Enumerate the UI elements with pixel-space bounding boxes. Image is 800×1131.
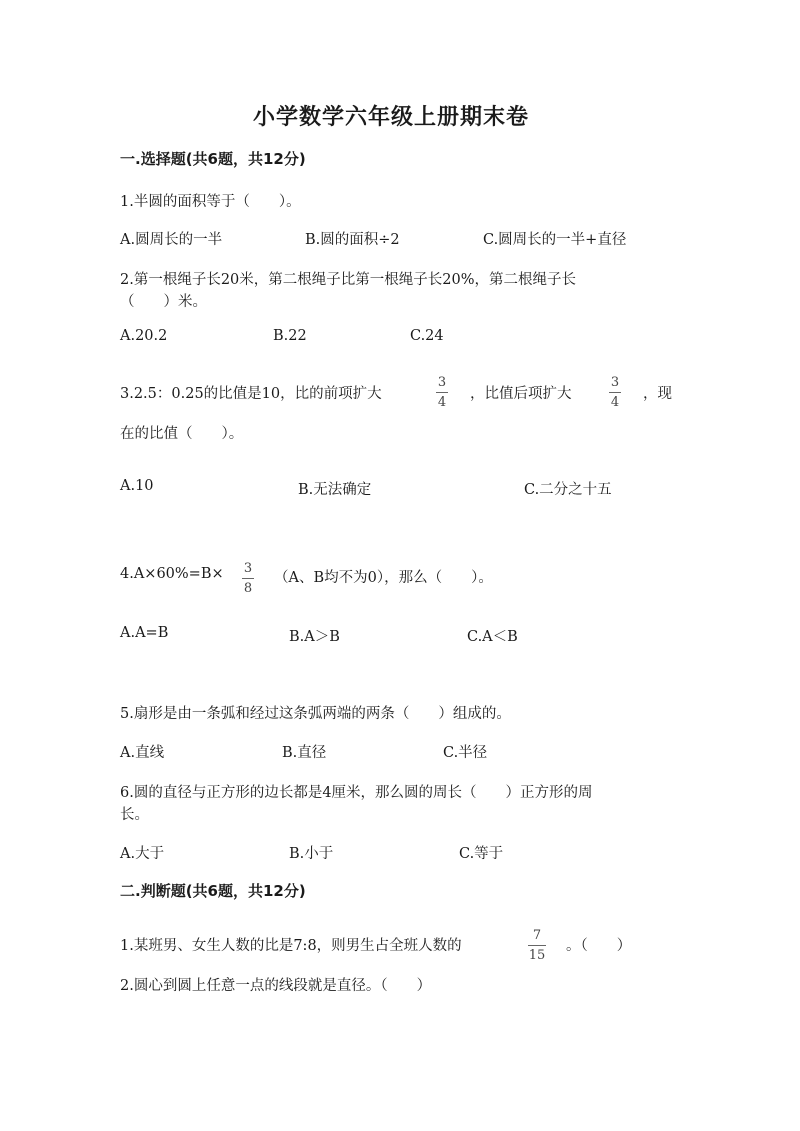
question-6-option-c: C.等于 xyxy=(459,846,504,862)
question-6-line-1: 6.圆的直径与正方形的边长都是4厘米，那么圆的周长（ ）正方形的周 xyxy=(120,785,593,801)
question-5: 5.扇形是由一条弧和经过这条弧两端的两条（ ）组成的。 xyxy=(120,706,511,722)
question-6-option-a: A.大于 xyxy=(120,846,165,862)
question-5-option-a: A.直线 xyxy=(120,745,165,761)
question-5-option-b: B.直径 xyxy=(282,745,327,761)
judgement-1-fraction xyxy=(528,929,546,962)
question-3-option-a: A.10 xyxy=(120,478,154,494)
question-3-part-2: ，比值后项扩大 xyxy=(470,386,572,402)
fraction-denominator: 4 xyxy=(610,395,620,410)
fraction-denominator: 8 xyxy=(243,581,253,596)
question-3-option-b: B.无法确定 xyxy=(298,482,372,498)
judgement-2: 2.圆心到圆上任意一点的线段就是直径。（ ） xyxy=(120,978,432,994)
judgement-1-part-2: 。（ ） xyxy=(566,938,632,954)
question-4-part-1: 4.A×60%=B× xyxy=(120,566,224,582)
question-4-option-b: B.A＞B xyxy=(289,629,340,645)
question-4-fraction xyxy=(242,562,254,595)
question-4-part-2: （A、B均不为0），那么（ ）。 xyxy=(274,570,493,586)
section-heading-choice: 一.选择题(共6题，共12分) xyxy=(120,150,306,168)
question-6-line-2: 长。 xyxy=(120,807,149,823)
fraction-numerator: 7 xyxy=(532,928,542,943)
question-4-option-a: A.A=B xyxy=(120,625,169,641)
question-1-option-a: A.圆周长的一半 xyxy=(120,232,223,248)
fraction-denominator: 4 xyxy=(437,395,447,410)
question-6-option-b: B.小于 xyxy=(289,846,334,862)
question-2-option-a: A.20.2 xyxy=(120,328,168,344)
page-title: 小学数学六年级上册期末卷 xyxy=(253,104,530,130)
question-3-part-1: 3.2.5：0.25的比值是10，比的前项扩大 xyxy=(120,386,382,402)
fraction-numerator: 3 xyxy=(243,561,253,576)
fraction-denominator: 15 xyxy=(528,948,546,963)
fraction-bar xyxy=(528,945,546,946)
judgement-1-part-1: 1.某班男、女生人数的比是7:8，则男生占全班人数的 xyxy=(120,938,462,954)
question-5-option-c: C.半径 xyxy=(443,745,488,761)
question-3-fraction-1 xyxy=(436,376,448,409)
question-1-option-c: C.圆周长的一半+直径 xyxy=(483,232,627,248)
question-1-option-b: B.圆的面积÷2 xyxy=(305,232,400,248)
fraction-bar xyxy=(242,578,254,579)
section-heading-judgement: 二.判断题(共6题，共12分) xyxy=(120,882,306,900)
question-2-option-c: C.24 xyxy=(410,328,444,344)
question-3-part-3: ，现 xyxy=(643,386,672,402)
fraction-numerator: 3 xyxy=(610,375,620,390)
question-4-option-c: C.A＜B xyxy=(467,629,518,645)
question-2-option-b: B.22 xyxy=(273,328,307,344)
question-2-line-1: 2.第一根绳子长20米，第二根绳子比第一根绳子长20%，第二根绳子长 xyxy=(120,272,577,288)
question-1: 1.半圆的面积等于（ ）。 xyxy=(120,194,301,210)
fraction-numerator: 3 xyxy=(437,375,447,390)
fraction-bar xyxy=(609,392,621,393)
question-3-option-c: C.二分之十五 xyxy=(524,482,612,498)
question-3-line-2: 在的比值（ ）。 xyxy=(120,426,244,442)
question-2-line-2: （ ）米。 xyxy=(120,294,207,310)
fraction-bar xyxy=(436,392,448,393)
question-3-fraction-2 xyxy=(609,376,621,409)
